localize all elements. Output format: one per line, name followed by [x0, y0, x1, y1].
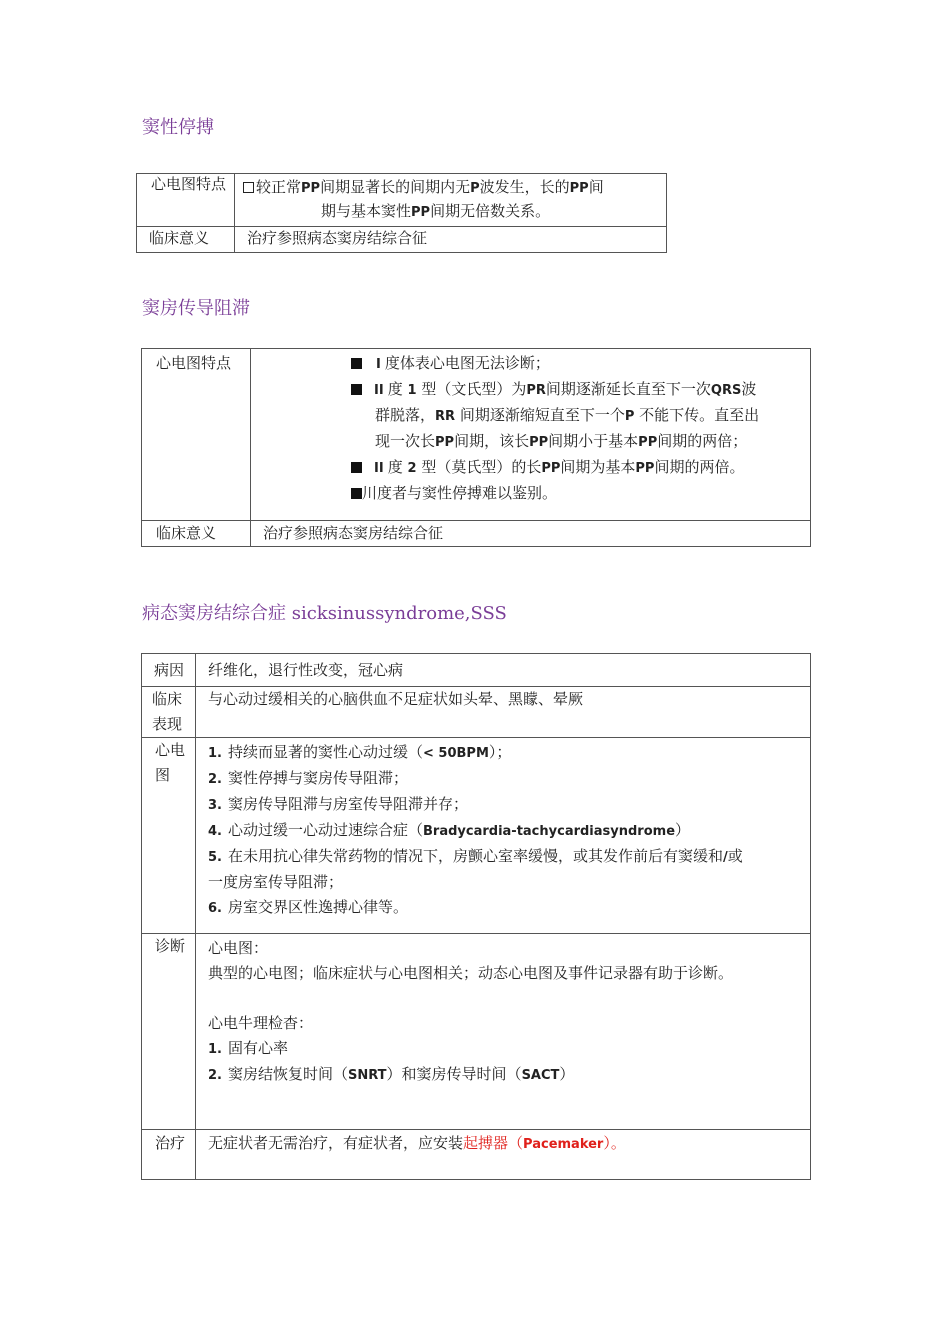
diagnosis-ep-heading: 心电牛理检杳： [208, 1014, 314, 1032]
bullet-item: II 度 2 型（莫氏型）的长PP间期为基本PP间期的两倍。 [351, 455, 810, 481]
diagnosis-label: 诊断 [142, 934, 196, 1130]
section-heading-sss: 病态窦房结综合症 sicksinussyndrome,SSS [142, 603, 507, 624]
treatment-label: 治疗 [142, 1130, 196, 1180]
treatment-text: 无症状者无需治疗，有症状者，应安装起搏器（Pacemaker）。 [196, 1130, 811, 1180]
ecg-features-text: 较正常PP间期显著长的间期内无P波发生，长的PP间 期与基本窦性PP间期无倍数关系。 [235, 174, 667, 227]
ecg-label: 心电 图 [142, 738, 196, 934]
ecg-item: 3. 窦房传导阻滞与房室传导阻滞并存； [208, 795, 468, 813]
etiology-label: 病因 [142, 654, 196, 687]
clinical-significance-label: 临床意义 [142, 521, 251, 547]
square-bullet-icon [351, 358, 362, 369]
ecg-item: 2. 窦性停搏与窦房传导阻滞； [208, 769, 408, 787]
diagnosis-ecg-heading: 心电图： [208, 939, 269, 957]
square-bullet-icon [351, 384, 362, 395]
diagnosis-ecg-text: 典型的心电图；临床症状与心电图相关；动态心电图及事件记录器有助于诊断。 [208, 964, 734, 982]
ecg-item-continued: 一度房室传导阻滞； [208, 873, 344, 891]
diagnosis-content [196, 934, 811, 1130]
clinical-significance-label: 临床意义 [137, 227, 235, 253]
sss-table [141, 653, 811, 1180]
bullet-item: 川度者与窦性停搏难以鉴别。 [351, 481, 810, 506]
ecg-item: 4. 心动过缓一心动过速综合症（Bradycardia-tachycardiasyndrome） [208, 821, 691, 839]
sa-block-table [141, 348, 811, 547]
ecg-item: 5. 在未用抗心律失常药物的情况下，房颤心室率缓慢，或其发作前后有窦缓和/或 [208, 847, 743, 865]
ecg-features-label: 心电图特点 [142, 349, 251, 521]
ecg-features-list: I 度体表心电图无法诊断； II 度 1 型（文氏型）为PR间期逐渐延长直至下一次QRS波 群脱落，RR 间期逐渐缩短直至下一个P 不能下传。直至出 现一次长PP间期，该长PP间期小于基本PP间期的两倍； II 度 2 型（莫氏型）的长PP间期为基本PP间期的两倍。 川度者与窦性停搏难以鉴别。 [251, 349, 811, 521]
ecg-list [196, 738, 811, 934]
clinical-significance-text: 治疗参照病态窦房结综合征 [251, 521, 811, 547]
etiology-text: 纤维化，退行性改变，冠心病 [196, 654, 811, 687]
clinical-manifestation-label: 临床 表现 [142, 687, 196, 738]
ecg-item: 6. 房室交界区性逸搏心律等。 [208, 898, 408, 916]
section-heading-sa-block: 窦房传导阻滞 [142, 298, 250, 319]
ecg-item: 1. 持续而显著的窦性心动过缓（< 50BPM）； [208, 743, 512, 761]
section-heading-sinus-arrest: 窦性停搏 [142, 117, 214, 138]
bullet-item: II 度 1 型（文氏型）为PR间期逐渐延长直至下一次QRS波 [351, 377, 810, 403]
square-bullet-icon [351, 462, 362, 473]
sinus-arrest-table [136, 173, 667, 253]
clinical-significance-text: 治疗参照病态窦房结综合征 [235, 227, 667, 253]
checkbox-icon [243, 182, 254, 193]
ecg-features-label: 心电图特点 [137, 174, 235, 227]
diagnosis-item: 2. 窦房结恢复时间（SNRT）和窦房传导时间（SACT） [208, 1065, 575, 1083]
bullet-item: I 度体表心电图无法诊断； [351, 351, 810, 377]
square-bullet-icon [351, 488, 362, 499]
diagnosis-item: 1. 固有心率 [208, 1039, 288, 1057]
clinical-manifestation-text: 与心动过缓相关的心脑供血不足症状如头晕、黑矇、晕厥 [196, 687, 811, 738]
